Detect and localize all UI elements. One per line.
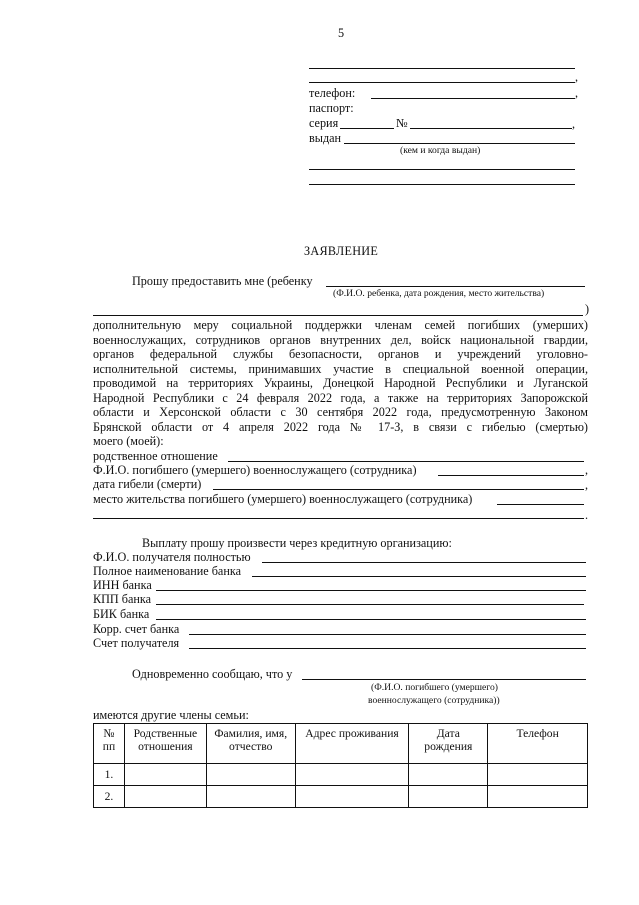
- column-header-name: [206, 724, 295, 764]
- header-text: Фамилия, имя,: [214, 727, 288, 740]
- address-cell[interactable]: [295, 786, 409, 808]
- column-header-relation: [124, 724, 206, 764]
- death-date-field[interactable]: [213, 489, 584, 490]
- notice-intro: Одновременно сообщаю, что у: [132, 667, 293, 681]
- corr-account-label: Корр. счет банка: [93, 622, 180, 636]
- header-text: №: [103, 727, 115, 740]
- recipient-name-field[interactable]: [262, 562, 586, 563]
- birth-date-cell[interactable]: [409, 786, 488, 808]
- header-text: Дата: [436, 727, 460, 740]
- family-intro: имеются другие члены семьи:: [93, 708, 249, 722]
- series-field[interactable]: [340, 128, 394, 129]
- column-header-phone: [488, 724, 588, 764]
- child-info-note: (Ф.И.О. ребенка, дата рождения, место жительства): [333, 288, 545, 299]
- child-info-close-paren: ): [585, 302, 590, 316]
- header-text: отношения: [138, 740, 193, 753]
- phone-field[interactable]: [371, 98, 575, 99]
- request-line-2: военнослужащих, сотрудников органов внутренних дел, войск национальной гвардии,: [93, 333, 588, 347]
- issued-field[interactable]: [344, 143, 575, 144]
- relation-field[interactable]: [228, 461, 584, 462]
- notice-note-line-2: военнослужащего (сотрудника)): [368, 695, 500, 706]
- corr-account-field[interactable]: [189, 634, 586, 635]
- kpp-field[interactable]: [156, 604, 584, 605]
- inn-field[interactable]: [156, 590, 586, 591]
- relation-label: родственное отношение: [93, 449, 218, 463]
- address-cell[interactable]: [295, 764, 409, 786]
- name-cell[interactable]: [206, 786, 295, 808]
- issued-label: выдан: [309, 131, 342, 145]
- relation-cell[interactable]: [124, 786, 206, 808]
- death-date-comma: ,: [585, 478, 589, 492]
- name-cell[interactable]: [206, 764, 295, 786]
- family-members-table: [93, 723, 588, 808]
- request-line-7: области и Херсонской области с 30 сентября 2022 года, предусмотренную Законом: [93, 405, 588, 419]
- request-line-5: проводимой на территориях Украины, Донецкой Народной Республики и Луганской: [93, 376, 588, 390]
- kpp-label: КПП банка: [93, 592, 152, 606]
- header-text: пп: [102, 740, 116, 753]
- deceased-name-field[interactable]: [438, 475, 584, 476]
- residence-label: место жительства погибшего (умершего) военнослужащего (сотрудника): [93, 492, 473, 506]
- applicant-line-2[interactable]: [309, 82, 575, 83]
- passport-label: паспорт:: [309, 101, 354, 115]
- deceased-name-comma: ,: [585, 463, 589, 477]
- phone-cell[interactable]: [488, 786, 588, 808]
- table-row: [94, 764, 588, 786]
- residence-line-2[interactable]: [93, 518, 584, 519]
- recipient-account-label: Счет получателя: [93, 636, 180, 650]
- notice-note-line-1: (Ф.И.О. погибшего (умершего): [371, 682, 498, 693]
- inn-label: ИНН банка: [93, 578, 152, 592]
- family-table-header-row: [94, 724, 588, 764]
- header-text: рождения: [424, 740, 473, 753]
- table-row: [94, 786, 588, 808]
- request-line-8: Брянской области от 4 апреля 2022 года № 17-З, в связи с гибелью (смертью): [93, 420, 588, 434]
- request-line-1: дополнительную меру социальной поддержки членам семей погибших (умерших): [93, 318, 588, 332]
- document-title: ЗАЯВЛЕНИЕ: [304, 244, 379, 258]
- number-field[interactable]: [410, 128, 572, 129]
- applicant-line-comma: ,: [575, 70, 579, 84]
- residence-field[interactable]: [497, 504, 584, 505]
- number-comma: ,: [572, 117, 576, 131]
- series-label: серия: [309, 116, 339, 130]
- bik-label: БИК банка: [93, 607, 150, 621]
- issued-note: (кем и когда выдан): [400, 145, 481, 156]
- residence-period: .: [585, 508, 589, 522]
- phone-label: телефон:: [309, 86, 356, 100]
- bank-name-field[interactable]: [252, 576, 586, 577]
- birth-date-cell[interactable]: [409, 764, 488, 786]
- phone-comma: ,: [575, 86, 579, 100]
- row-number-cell: 2.: [94, 786, 125, 808]
- issued-line-3[interactable]: [309, 184, 575, 185]
- request-intro: Прошу предоставить мне (ребенку: [132, 274, 313, 288]
- header-text: Адрес проживания: [305, 727, 399, 740]
- header-text: Телефон: [516, 727, 559, 740]
- applicant-line-1[interactable]: [309, 68, 575, 69]
- relation-cell[interactable]: [124, 764, 206, 786]
- header-text: Родственные: [133, 727, 198, 740]
- phone-cell[interactable]: [488, 764, 588, 786]
- notice-deceased-field[interactable]: [302, 679, 586, 680]
- child-info-line-2[interactable]: [93, 315, 583, 316]
- column-header-birth-date: [409, 724, 488, 764]
- recipient-name-label: Ф.И.О. получателя полностью: [93, 550, 251, 564]
- request-line-4: исполнительной системы, принимавших участие в специальной военной операции,: [93, 362, 588, 376]
- bik-field[interactable]: [156, 619, 586, 620]
- column-header-address: [295, 724, 409, 764]
- bank-name-label: Полное наименование банка: [93, 564, 242, 578]
- request-line-3: органов федеральной службы безопасности, органов и учреждений уголовно-: [93, 347, 588, 361]
- request-line-6: Народной Республики с 24 февраля 2022 года, а также на территориях Запорожской: [93, 391, 588, 405]
- page-number: 5: [338, 26, 345, 40]
- recipient-account-field[interactable]: [189, 648, 586, 649]
- request-line-last: моего (моей):: [93, 434, 164, 448]
- row-number-cell: 1.: [94, 764, 125, 786]
- header-text: отчество: [229, 740, 273, 753]
- bank-intro: Выплату прошу произвести через кредитную организацию:: [142, 536, 452, 550]
- column-header-number: [94, 724, 125, 764]
- death-date-label: дата гибели (смерти): [93, 477, 202, 491]
- child-info-field[interactable]: [326, 286, 585, 287]
- number-label: №: [396, 116, 408, 130]
- issued-line-2[interactable]: [309, 169, 575, 170]
- deceased-name-label: Ф.И.О. погибшего (умершего) военнослужащего (сотрудника): [93, 463, 417, 477]
